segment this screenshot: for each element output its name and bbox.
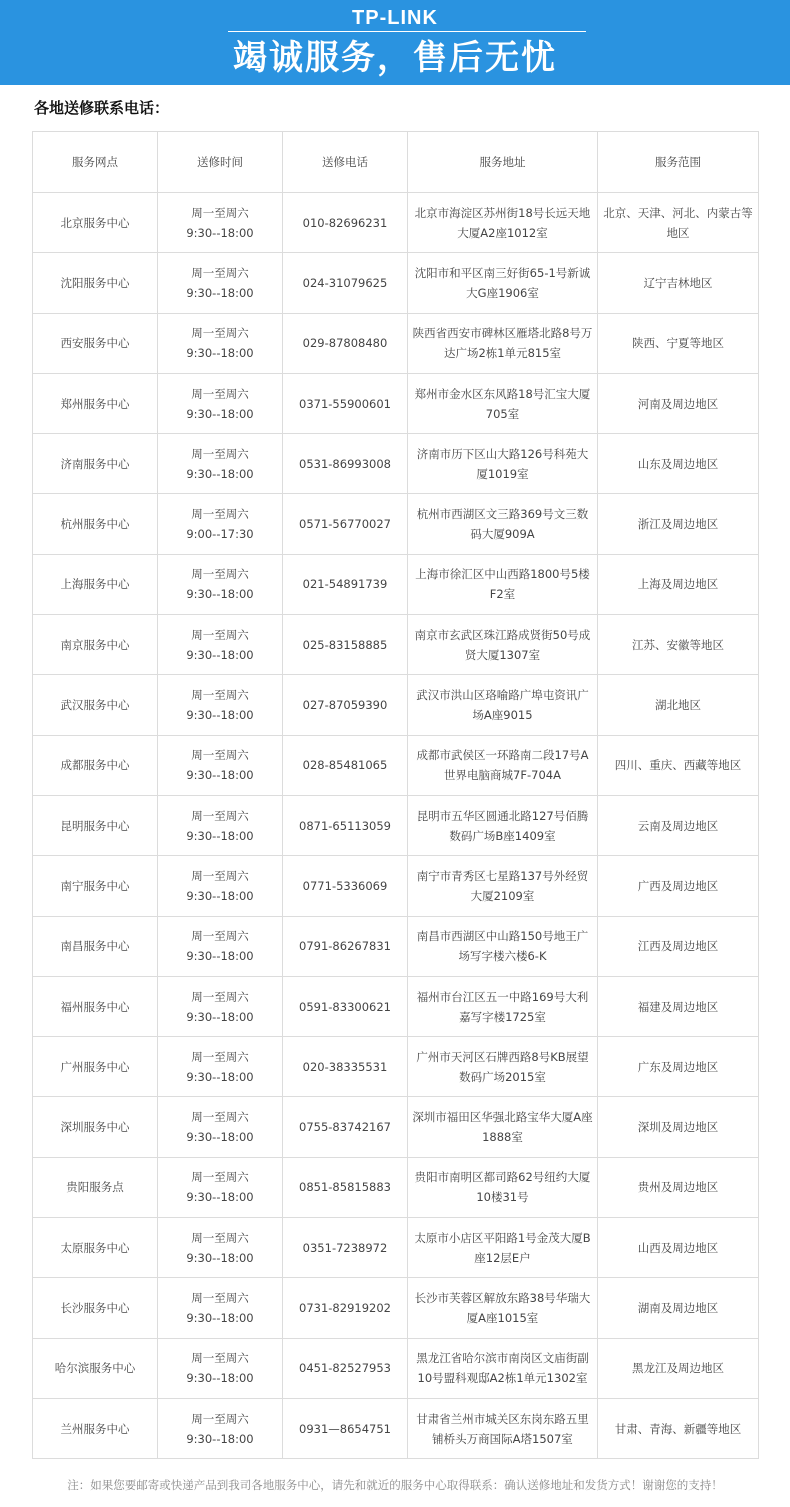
cell-address: 杭州市西湖区文三路369号文三数码大厦909A: [408, 494, 598, 554]
cell-days: 周一至周六: [191, 748, 249, 763]
table-row: [33, 554, 759, 614]
cell-time: 9:30--18:00: [186, 768, 254, 783]
cell-phone: 0791-86267831: [283, 916, 408, 976]
cell-hours: [158, 1398, 283, 1458]
cell-site: 长沙服务中心: [33, 1278, 158, 1338]
cell-time: 9:30--18:00: [186, 828, 254, 843]
cell-days: 周一至周六: [191, 1170, 249, 1185]
cell-hours: [158, 856, 283, 916]
header-hours: 送修时间: [158, 132, 283, 193]
cell-phone: 028-85481065: [283, 735, 408, 795]
cell-phone: 0531-86993008: [283, 434, 408, 494]
cell-site: 广州服务中心: [33, 1037, 158, 1097]
cell-days: 周一至周六: [191, 446, 249, 461]
footer-note: 注：如果您要邮寄或快递产品到我司各地服务中心，请先和就近的服务中心取得联系：确认送修地址和发货方式！谢谢您的支持！: [67, 1478, 723, 1492]
cell-site: 昆明服务中心: [33, 795, 158, 855]
cell-site: 太原服务中心: [33, 1218, 158, 1278]
cell-site: 沈阳服务中心: [33, 253, 158, 313]
table-row: [33, 675, 759, 735]
cell-address: 长沙市芙蓉区解放东路38号华瑞大厦A座1015室: [408, 1278, 598, 1338]
cell-hours: [158, 675, 283, 735]
cell-days: 周一至周六: [191, 386, 249, 401]
cell-time: 9:30--18:00: [186, 1310, 254, 1325]
banner-divider: [228, 31, 586, 32]
cell-address: 武汉市洪山区珞喻路广埠屯资讯广场A座9015: [408, 675, 598, 735]
table-row: [33, 313, 759, 373]
cell-time: 9:30--18:00: [186, 888, 254, 903]
cell-phone: 0871-65113059: [283, 795, 408, 855]
cell-site: 杭州服务中心: [33, 494, 158, 554]
cell-phone: 021-54891739: [283, 554, 408, 614]
header-scope: 服务范围: [598, 132, 759, 193]
cell-address: 南京市玄武区珠江路成贤街50号成贤大厦1307室: [408, 615, 598, 675]
cell-phone: 0755-83742167: [283, 1097, 408, 1157]
cell-days: 周一至周六: [191, 1351, 249, 1366]
table-row: [33, 795, 759, 855]
cell-site: 西安服务中心: [33, 313, 158, 373]
table-row: [33, 615, 759, 675]
cell-scope: 上海及周边地区: [598, 554, 759, 614]
cell-days: 周一至周六: [191, 567, 249, 582]
cell-phone: 0771-5336069: [283, 856, 408, 916]
cell-days: 周一至周六: [191, 989, 249, 1004]
header-banner: [0, 0, 790, 85]
cell-hours: [158, 1157, 283, 1217]
cell-address: 南宁市青秀区七星路137号外经贸大厦2109室: [408, 856, 598, 916]
cell-hours: [158, 916, 283, 976]
cell-hours: [158, 373, 283, 433]
cell-days: 周一至周六: [191, 1110, 249, 1125]
cell-address: 深圳市福田区华强北路宝华大厦A座1888室: [408, 1097, 598, 1157]
cell-hours: [158, 494, 283, 554]
table-row: [33, 193, 759, 253]
cell-hours: [158, 1338, 283, 1398]
cell-time: 9:00--17:30: [186, 527, 254, 542]
cell-scope: 陕西、宁夏等地区: [598, 313, 759, 373]
cell-hours: [158, 1097, 283, 1157]
cell-hours: [158, 554, 283, 614]
cell-days: 周一至周六: [191, 507, 249, 522]
cell-days: 周一至周六: [191, 1411, 249, 1426]
cell-time: 9:30--18:00: [186, 1069, 254, 1084]
cell-site: 南昌服务中心: [33, 916, 158, 976]
cell-site: 深圳服务中心: [33, 1097, 158, 1157]
cell-hours: [158, 434, 283, 494]
table-row: [33, 1338, 759, 1398]
cell-site: 贵阳服务点: [33, 1157, 158, 1217]
cell-hours: [158, 795, 283, 855]
cell-time: 9:30--18:00: [186, 647, 254, 662]
cell-phone: 025-83158885: [283, 615, 408, 675]
cell-days: 周一至周六: [191, 627, 249, 642]
cell-site: 哈尔滨服务中心: [33, 1338, 158, 1398]
cell-hours: [158, 253, 283, 313]
cell-address: 南昌市西湖区中山路150号地王广场写字楼六楼6-K: [408, 916, 598, 976]
cell-hours: [158, 615, 283, 675]
cell-days: 周一至周六: [191, 205, 249, 220]
table-row: [33, 735, 759, 795]
cell-address: 太原市小店区平阳路1号金茂大厦B座12层E户: [408, 1218, 598, 1278]
slogan: 竭诚服务，售后无忧: [233, 38, 557, 78]
cell-scope: 浙江及周边地区: [598, 494, 759, 554]
cell-scope: 河南及周边地区: [598, 373, 759, 433]
cell-phone: 0351-7238972: [283, 1218, 408, 1278]
cell-address: 福州市台江区五一中路169号大利嘉写字楼1725室: [408, 976, 598, 1036]
cell-days: 周一至周六: [191, 1290, 249, 1305]
cell-phone: 027-87059390: [283, 675, 408, 735]
cell-days: 周一至周六: [191, 868, 249, 883]
cell-scope: 深圳及周边地区: [598, 1097, 759, 1157]
cell-scope: 江苏、安徽等地区: [598, 615, 759, 675]
table-row: [33, 1218, 759, 1278]
service-center-table: [32, 131, 759, 1459]
cell-scope: 广东及周边地区: [598, 1037, 759, 1097]
cell-scope: 山东及周边地区: [598, 434, 759, 494]
cell-scope: 湖北地区: [598, 675, 759, 735]
header-address: 服务地址: [408, 132, 598, 193]
cell-time: 9:30--18:00: [186, 1130, 254, 1145]
section-title: 各地送修联系电话：: [34, 99, 170, 117]
cell-scope: 辽宁吉林地区: [598, 253, 759, 313]
header-phone: 送修电话: [283, 132, 408, 193]
cell-scope: 贵州及周边地区: [598, 1157, 759, 1217]
cell-scope: 山西及周边地区: [598, 1218, 759, 1278]
cell-time: 9:30--18:00: [186, 225, 254, 240]
cell-time: 9:30--18:00: [186, 1371, 254, 1386]
cell-time: 9:30--18:00: [186, 346, 254, 361]
cell-scope: 福建及周边地区: [598, 976, 759, 1036]
cell-site: 济南服务中心: [33, 434, 158, 494]
table-row: [33, 1097, 759, 1157]
cell-site: 武汉服务中心: [33, 675, 158, 735]
cell-address: 北京市海淀区苏州街18号长远天地大厦A2座1012室: [408, 193, 598, 253]
cell-phone: 0591-83300621: [283, 976, 408, 1036]
cell-site: 成都服务中心: [33, 735, 158, 795]
cell-hours: [158, 976, 283, 1036]
cell-address: 甘肃省兰州市城关区东岗东路五里铺桥头万商国际A塔1507室: [408, 1398, 598, 1458]
cell-time: 9:30--18:00: [186, 285, 254, 300]
cell-time: 9:30--18:00: [186, 587, 254, 602]
cell-days: 周一至周六: [191, 326, 249, 341]
cell-phone: 024-31079625: [283, 253, 408, 313]
cell-phone: 029-87808480: [283, 313, 408, 373]
cell-time: 9:30--18:00: [186, 1431, 254, 1446]
cell-address: 贵阳市南明区都司路62号纽约大厦10楼31号: [408, 1157, 598, 1217]
cell-address: 沈阳市和平区南三好街65-1号新诚大G座1906室: [408, 253, 598, 313]
cell-phone: 0731-82919202: [283, 1278, 408, 1338]
cell-site: 上海服务中心: [33, 554, 158, 614]
table-row: [33, 916, 759, 976]
brand-logo-text: TP-LINK: [352, 7, 438, 29]
cell-address: 昆明市五华区圆通北路127号佰腾数码广场B座1409室: [408, 795, 598, 855]
cell-phone: 0371-55900601: [283, 373, 408, 433]
cell-site: 郑州服务中心: [33, 373, 158, 433]
cell-time: 9:30--18:00: [186, 1190, 254, 1205]
cell-scope: 黑龙江及周边地区: [598, 1338, 759, 1398]
cell-phone: 010-82696231: [283, 193, 408, 253]
cell-site: 福州服务中心: [33, 976, 158, 1036]
cell-hours: [158, 313, 283, 373]
cell-site: 南京服务中心: [33, 615, 158, 675]
cell-days: 周一至周六: [191, 1049, 249, 1064]
cell-phone: 0931—8654751: [283, 1398, 408, 1458]
table-row: [33, 1037, 759, 1097]
table-row: [33, 1398, 759, 1458]
cell-hours: [158, 193, 283, 253]
cell-time: 9:30--18:00: [186, 466, 254, 481]
cell-scope: 北京、天津、河北、内蒙古等地区: [598, 193, 759, 253]
cell-hours: [158, 1278, 283, 1338]
cell-scope: 江西及周边地区: [598, 916, 759, 976]
cell-address: 上海市徐汇区中山西路1800号5楼F2室: [408, 554, 598, 614]
cell-site: 北京服务中心: [33, 193, 158, 253]
table-row: [33, 1278, 759, 1338]
cell-scope: 湖南及周边地区: [598, 1278, 759, 1338]
cell-address: 郑州市金水区东风路18号汇宝大厦705室: [408, 373, 598, 433]
cell-time: 9:30--18:00: [186, 1009, 254, 1024]
cell-scope: 甘肃、青海、新疆等地区: [598, 1398, 759, 1458]
cell-hours: [158, 1037, 283, 1097]
cell-site: 兰州服务中心: [33, 1398, 158, 1458]
table-header-row: [33, 132, 759, 193]
cell-address: 陕西省西安市碑林区雁塔北路8号万达广场2栋1单元815室: [408, 313, 598, 373]
table-row: [33, 1157, 759, 1217]
cell-days: 周一至周六: [191, 929, 249, 944]
table-row: [33, 434, 759, 494]
table-row: [33, 253, 759, 313]
cell-phone: 0571-56770027: [283, 494, 408, 554]
cell-phone: 0451-82527953: [283, 1338, 408, 1398]
table-row: [33, 976, 759, 1036]
cell-time: 9:30--18:00: [186, 1250, 254, 1265]
cell-hours: [158, 1218, 283, 1278]
cell-address: 黑龙江省哈尔滨市南岗区文庙街副10号盟科观邸A2栋1单元1302室: [408, 1338, 598, 1398]
cell-site: 南宁服务中心: [33, 856, 158, 916]
cell-days: 周一至周六: [191, 808, 249, 823]
cell-time: 9:30--18:00: [186, 406, 254, 421]
cell-scope: 广西及周边地区: [598, 856, 759, 916]
table-row: [33, 494, 759, 554]
cell-time: 9:30--18:00: [186, 949, 254, 964]
cell-days: 周一至周六: [191, 688, 249, 703]
cell-address: 成都市武侯区一环路南二段17号A世界电脑商城7F-704A: [408, 735, 598, 795]
cell-time: 9:30--18:00: [186, 708, 254, 723]
table-row: [33, 856, 759, 916]
header-site: 服务网点: [33, 132, 158, 193]
cell-address: 广州市天河区石牌西路8号KB展望数码广场2015室: [408, 1037, 598, 1097]
cell-phone: 020-38335531: [283, 1037, 408, 1097]
cell-days: 周一至周六: [191, 1230, 249, 1245]
cell-hours: [158, 735, 283, 795]
cell-address: 济南市历下区山大路126号科苑大厦1019室: [408, 434, 598, 494]
cell-scope: 四川、重庆、西藏等地区: [598, 735, 759, 795]
cell-days: 周一至周六: [191, 265, 249, 280]
cell-phone: 0851-85815883: [283, 1157, 408, 1217]
cell-scope: 云南及周边地区: [598, 795, 759, 855]
table-row: [33, 373, 759, 433]
